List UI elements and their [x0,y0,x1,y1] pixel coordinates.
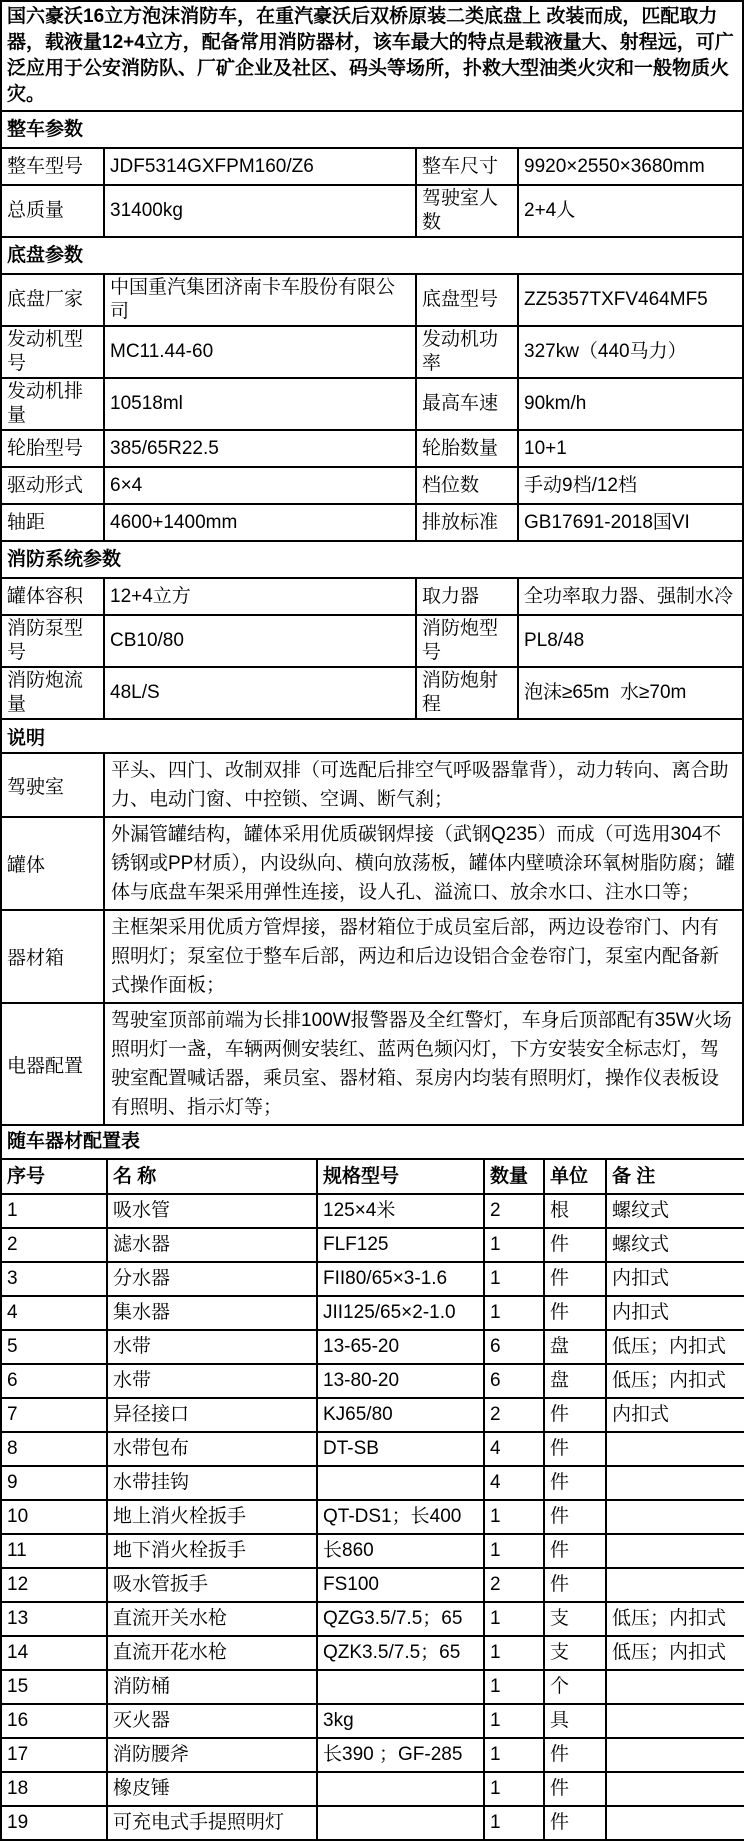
equip-name: 水带 [107,1330,317,1364]
equipment-row [1,1262,744,1296]
equip-unit: 件 [544,1228,606,1262]
equipment-row [1,1636,744,1670]
equip-no: 15 [1,1670,107,1704]
equip-unit: 件 [544,1500,606,1534]
equip-name: 可充电式手提照明灯 [107,1806,317,1840]
description-text: 外漏管罐结构，罐体采用优质碳钢焊接（武钢Q235）而成（可选用304不锈钢或PP材质），内设纵向、横向放荡板，罐体内壁喷涂环氧树脂防腐；罐体与底盘车架采用弹性连接，设人孔、溢流口、放余水口、注水口等； [104,817,743,910]
description-body [1,753,743,1125]
equip-spec: JII125/65×2-1.0 [317,1296,484,1330]
equip-spec: DT-SB [317,1432,484,1466]
equip-qty: 6 [484,1364,544,1398]
equip-qty: 1 [484,1602,544,1636]
equip-spec: FII80/65×3-1.6 [317,1262,484,1296]
equip-note [606,1670,744,1704]
equip-qty: 2 [484,1568,544,1602]
equip-spec [317,1466,484,1500]
section-header-row [1,541,743,578]
section-title-chassis-params: 底盘参数 [1,237,743,274]
equip-unit: 件 [544,1466,606,1500]
equip-unit: 根 [544,1194,606,1228]
equip-qty: 1 [484,1534,544,1568]
param-value: 全功率取力器、强制水冷 [518,578,743,615]
param-row [1,504,743,541]
equip-no: 14 [1,1636,107,1670]
param-value: 10+1 [518,430,743,467]
equip-name: 水带 [107,1364,317,1398]
param-value: 6×4 [104,467,416,504]
param-row [1,326,743,378]
section-title-fire-system-params: 消防系统参数 [1,541,743,578]
param-value: 90km/h [518,378,743,430]
equip-note [606,1806,744,1840]
param-value: 385/65R22.5 [104,430,416,467]
equip-qty: 1 [484,1500,544,1534]
param-label: 整车尺寸 [416,148,518,185]
equip-unit: 支 [544,1602,606,1636]
equip-name: 直流开关水枪 [107,1602,317,1636]
equipment-row [1,1738,744,1772]
equip-spec: 125×4米 [317,1194,484,1228]
chassis-params-table [0,236,744,542]
param-label: 发动机排量 [1,378,104,430]
equip-no: 10 [1,1500,107,1534]
param-label: 发动机型号 [1,326,104,378]
equipment-row [1,1670,744,1704]
equip-qty: 1 [484,1806,544,1840]
param-label: 消防泵型号 [1,615,104,667]
equipment-row [1,1568,744,1602]
param-label: 消防炮流量 [1,667,104,719]
equipment-header-row [1,1159,744,1194]
equip-spec [317,1670,484,1704]
equipment-row [1,1228,744,1262]
description-text: 主框架采用优质方管焊接，器材箱位于成员室后部，两边设卷帘门、内有照明灯；泵室位于整车后部，两边和后边设铝合金卷帘门，泵室内配备新式操作面板； [104,910,743,1003]
param-row [1,667,743,719]
equip-unit: 个 [544,1670,606,1704]
equip-qty: 2 [484,1398,544,1432]
equip-name: 吸水管扳手 [107,1568,317,1602]
param-label: 最高车速 [416,378,518,430]
equip-qty: 1 [484,1772,544,1806]
equip-name: 消防腰斧 [107,1738,317,1772]
equip-no: 7 [1,1398,107,1432]
equip-qty: 6 [484,1330,544,1364]
equip-unit: 件 [544,1432,606,1466]
param-value: 泡沫≥65m 水≥70m [518,667,743,719]
equip-unit: 支 [544,1636,606,1670]
param-row [1,578,743,615]
equip-name: 水带挂钩 [107,1466,317,1500]
equip-spec [317,1806,484,1840]
equip-name: 滤水器 [107,1228,317,1262]
equip-no: 2 [1,1228,107,1262]
equip-note [606,1772,744,1806]
param-label: 总质量 [1,185,104,237]
description-row [1,1003,743,1125]
section-title-vehicle-params: 整车参数 [1,111,743,148]
equip-note [606,1466,744,1500]
equipment-table [0,1124,744,1841]
param-row [1,430,743,467]
equip-note: 内扣式 [606,1262,744,1296]
equip-no: 16 [1,1704,107,1738]
equip-note: 低压；内扣式 [606,1636,744,1670]
description-text: 平头、四门、改制双排（可选配后排空气呼吸器靠背），动力转向、离合助力、电动门窗、中控锁、空调、断气刹； [104,753,743,817]
equip-unit: 件 [544,1738,606,1772]
equip-name: 橡皮锤 [107,1772,317,1806]
equip-note [606,1738,744,1772]
equip-qty: 1 [484,1262,544,1296]
equip-spec [317,1772,484,1806]
equip-spec: 13-80-20 [317,1364,484,1398]
equip-spec: 13-65-20 [317,1330,484,1364]
param-value: 327kw（440马力） [518,326,743,378]
equip-no: 5 [1,1330,107,1364]
equip-no: 11 [1,1534,107,1568]
equipment-row [1,1602,744,1636]
equipment-column-header: 数量 [484,1159,544,1194]
equip-no: 17 [1,1738,107,1772]
param-label: 整车型号 [1,148,104,185]
equip-no: 13 [1,1602,107,1636]
equip-name: 直流开花水枪 [107,1636,317,1670]
param-value: 9920×2550×3680mm [518,148,743,185]
vehicle-params-table [0,110,744,238]
equip-note: 低压；内扣式 [606,1602,744,1636]
equip-no: 12 [1,1568,107,1602]
equip-spec: 长860 [317,1534,484,1568]
param-label: 轮胎数量 [416,430,518,467]
equip-no: 6 [1,1364,107,1398]
equip-unit: 件 [544,1262,606,1296]
vehicle-params-body [1,148,743,237]
equipment-row [1,1500,744,1534]
equipment-rows-body [1,1194,744,1840]
description-row [1,753,743,817]
equip-note: 内扣式 [606,1296,744,1330]
equipment-column-header: 规格型号 [317,1159,484,1194]
param-label: 轮胎型号 [1,430,104,467]
param-row [1,274,743,326]
equip-spec: FS100 [317,1568,484,1602]
param-value: 手动9档/12档 [518,467,743,504]
param-value: ZZ5357TXFV464MF5 [518,274,743,326]
param-label: 罐体容积 [1,578,104,615]
equip-unit: 件 [544,1568,606,1602]
param-label: 取力器 [416,578,518,615]
section-header-row [1,719,743,753]
equipment-row [1,1194,744,1228]
param-row [1,378,743,430]
param-value: 12+4立方 [104,578,416,615]
param-label: 发动机功率 [416,326,518,378]
description-label: 电器配置 [1,1003,104,1125]
equip-name: 集水器 [107,1296,317,1330]
section-title-equipment: 随车器材配置表 [1,1125,744,1159]
param-value: 中国重汽集团济南卡车股份有限公司 [104,274,416,326]
equip-unit: 件 [544,1296,606,1330]
equip-unit: 件 [544,1398,606,1432]
description-row [1,910,743,1003]
equip-qty: 1 [484,1296,544,1330]
equipment-row [1,1704,744,1738]
section-header-row [1,1125,744,1159]
param-label: 驱动形式 [1,467,104,504]
param-value: MC11.44-60 [104,326,416,378]
equip-qty: 1 [484,1738,544,1772]
equip-name: 分水器 [107,1262,317,1296]
equipment-column-header: 名 称 [107,1159,317,1194]
param-value: 48L/S [104,667,416,719]
param-value: GB17691-2018国VI [518,504,743,541]
equip-unit: 具 [544,1704,606,1738]
equip-spec: QZK3.5/7.5；65 [317,1636,484,1670]
param-label: 驾驶室人数 [416,185,518,237]
description-row [1,817,743,910]
equip-spec: 3kg [317,1704,484,1738]
intro-paragraph: 国六豪沃16立方泡沫消防车，在重汽豪沃后双桥原装二类底盘上 改装而成，匹配取力器，载液量12+4立方，配备常用消防器材，该车最大的特点是载液量大、射程远，可广泛应用于公安消防队、厂矿企业及社区、码头等场所，扑救大型油类火灾和一般物质火灾。 [0,0,744,112]
equip-no: 18 [1,1772,107,1806]
equipment-row [1,1296,744,1330]
equipment-header-body [1,1159,744,1194]
description-label: 驾驶室 [1,753,104,817]
equip-note [606,1704,744,1738]
equip-qty: 1 [484,1670,544,1704]
equip-no: 9 [1,1466,107,1500]
equip-note [606,1500,744,1534]
param-label: 排放标准 [416,504,518,541]
description-text: 驾驶室顶部前端为长排100W报警器及全红警灯，车身后顶部配有35W火场照明灯一盏，车辆两侧安装红、蓝两色频闪灯，下方安装安全标志灯，驾驶室配置喊话器，乘员室、器材箱、泵房内均装有照明灯，操作仪表板设有照明、指示灯等； [104,1003,743,1125]
equip-name: 消防桶 [107,1670,317,1704]
equip-note: 低压；内扣式 [606,1330,744,1364]
equip-qty: 4 [484,1432,544,1466]
param-label: 底盘厂家 [1,274,104,326]
equip-no: 19 [1,1806,107,1840]
equipment-row [1,1772,744,1806]
equip-no: 3 [1,1262,107,1296]
equipment-row [1,1398,744,1432]
equip-qty: 1 [484,1704,544,1738]
param-value: 10518ml [104,378,416,430]
equip-note [606,1534,744,1568]
equipment-row [1,1364,744,1398]
equip-qty: 1 [484,1636,544,1670]
equip-qty: 2 [484,1194,544,1228]
param-row [1,467,743,504]
equip-unit: 件 [544,1534,606,1568]
equip-spec: 长390 ；GF-285 [317,1738,484,1772]
equip-no: 1 [1,1194,107,1228]
description-table [0,718,744,1126]
equip-note: 螺纹式 [606,1228,744,1262]
equip-unit: 盘 [544,1364,606,1398]
param-value: PL8/48 [518,615,743,667]
section-title-description: 说明 [1,719,743,753]
equip-no: 4 [1,1296,107,1330]
param-row [1,615,743,667]
equip-spec: QZG3.5/7.5；65 [317,1602,484,1636]
param-value: 4600+1400mm [104,504,416,541]
equipment-row [1,1432,744,1466]
fire-system-params-body [1,578,743,719]
fire-system-params-table [0,540,744,720]
equip-note [606,1568,744,1602]
equipment-column-header: 序号 [1,1159,107,1194]
equipment-row [1,1330,744,1364]
param-value: 2+4人 [518,185,743,237]
equip-unit: 件 [544,1772,606,1806]
param-label: 档位数 [416,467,518,504]
chassis-params-body [1,274,743,541]
equip-spec: KJ65/80 [317,1398,484,1432]
equipment-column-header: 单位 [544,1159,606,1194]
equip-name: 地上消火栓扳手 [107,1500,317,1534]
param-value: JDF5314GXFPM160/Z6 [104,148,416,185]
equip-note: 螺纹式 [606,1194,744,1228]
equipment-row [1,1466,744,1500]
description-label: 罐体 [1,817,104,910]
section-header-row [1,237,743,274]
param-value: CB10/80 [104,615,416,667]
param-label: 消防炮射程 [416,667,518,719]
param-label: 底盘型号 [416,274,518,326]
equipment-row [1,1806,744,1840]
equip-note: 内扣式 [606,1398,744,1432]
equip-name: 水带包布 [107,1432,317,1466]
equip-unit: 件 [544,1806,606,1840]
param-row [1,148,743,185]
equip-name: 地下消火栓扳手 [107,1534,317,1568]
section-header-row [1,111,743,148]
param-label: 轴距 [1,504,104,541]
equip-no: 8 [1,1432,107,1466]
equip-qty: 1 [484,1228,544,1262]
equipment-row [1,1534,744,1568]
equip-spec: FLF125 [317,1228,484,1262]
equip-name: 吸水管 [107,1194,317,1228]
equip-unit: 盘 [544,1330,606,1364]
param-label: 消防炮型号 [416,615,518,667]
equipment-column-header: 备 注 [606,1159,744,1194]
equip-note: 低压；内扣式 [606,1364,744,1398]
description-label: 器材箱 [1,910,104,1003]
equip-spec: QT-DS1；长400 [317,1500,484,1534]
equip-name: 灭火器 [107,1704,317,1738]
param-row [1,185,743,237]
param-value: 31400kg [104,185,416,237]
equip-name: 异径接口 [107,1398,317,1432]
equip-note [606,1432,744,1466]
equip-qty: 4 [484,1466,544,1500]
